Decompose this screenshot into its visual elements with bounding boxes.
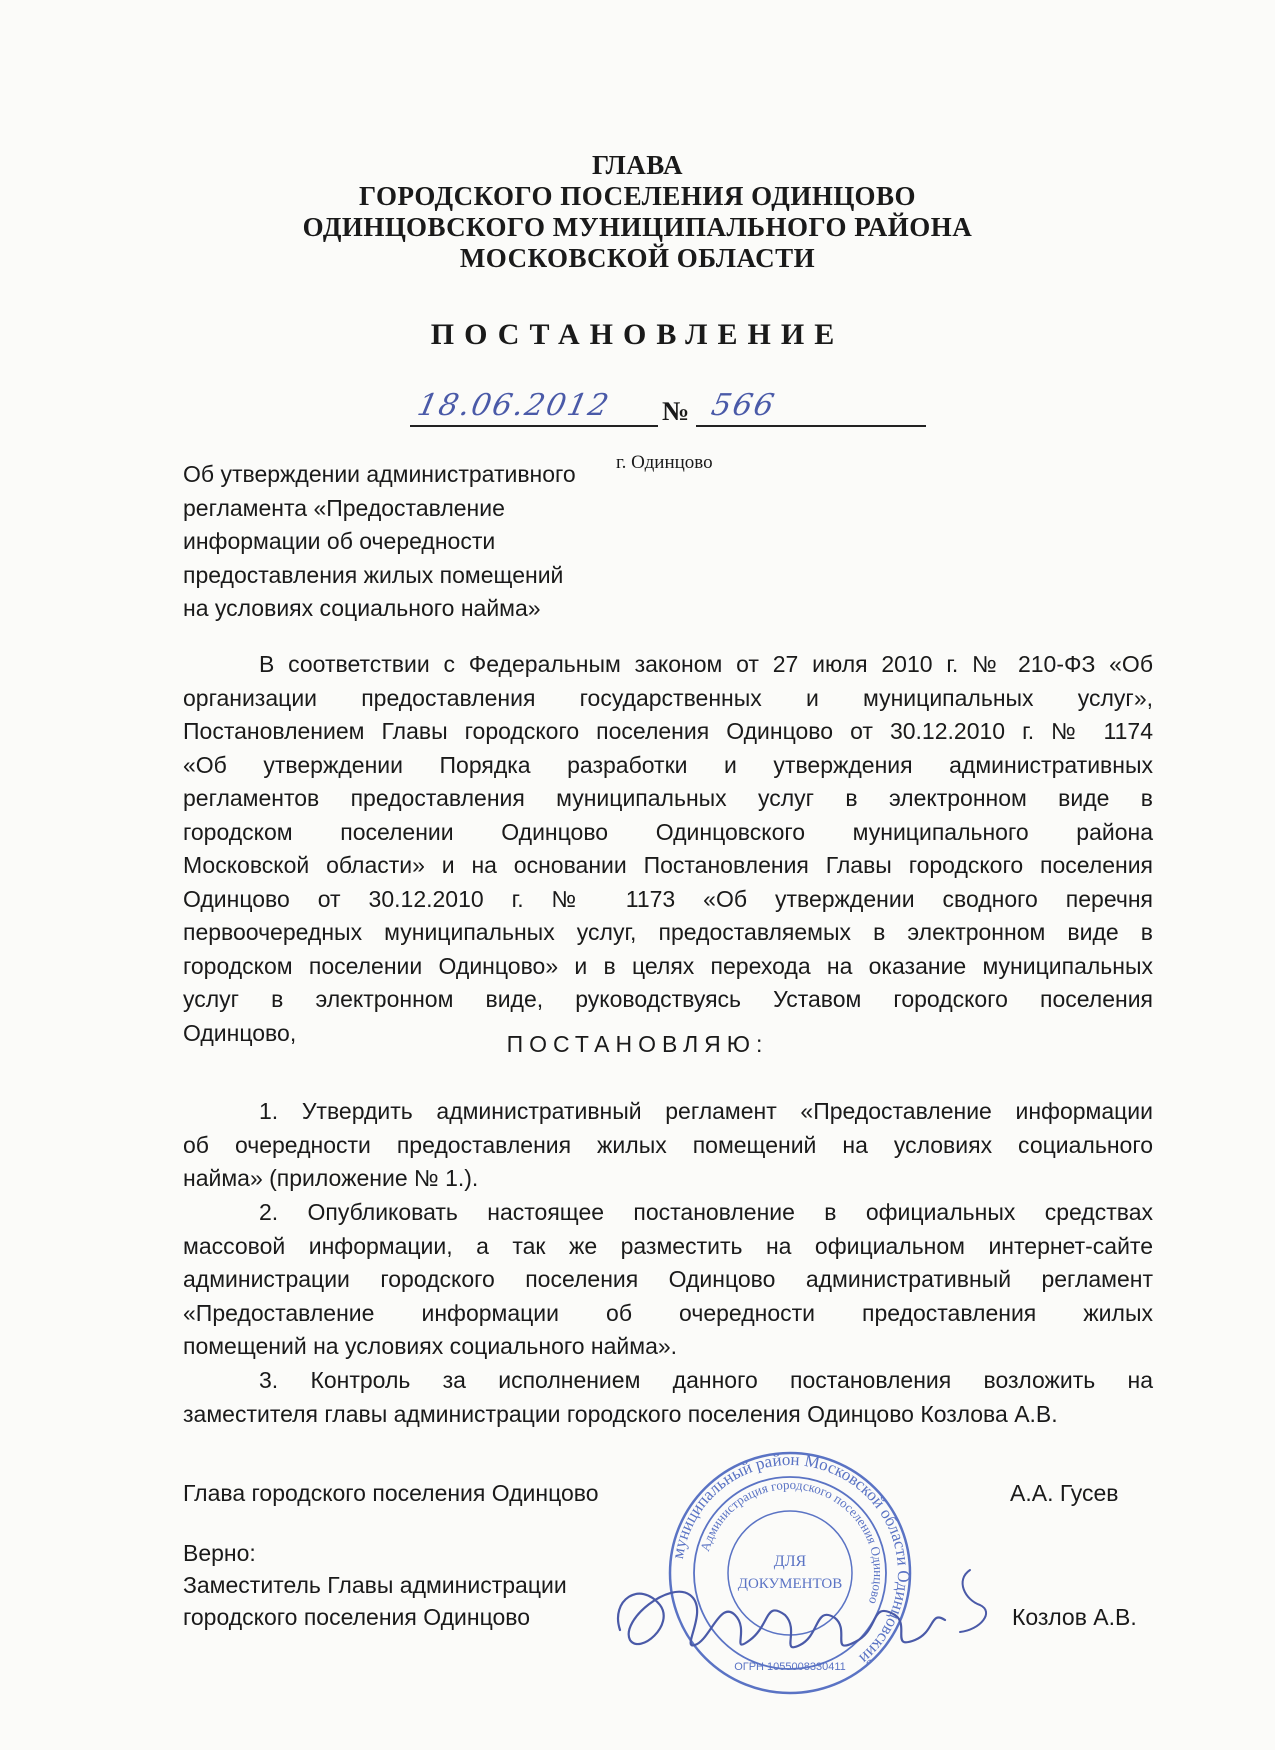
text-line: заместителя главы администрации городского поселения Одинцово Козлова А.В. (183, 1400, 1058, 1427)
deputy-title-line: Заместитель Главы администрации (183, 1572, 567, 1598)
text-line: Московской области» и на основании Постановления Главы городского поселения (183, 852, 1153, 878)
subject-line: на условиях социального найма» (183, 595, 541, 621)
document-type-title: ПОСТАНОВЛЕНИЕ (430, 318, 845, 351)
signature-flourish (960, 1570, 986, 1632)
signature-stroke (618, 1592, 945, 1648)
text-line: «Об утверждении Порядка разработки и утверждения административных (183, 751, 1153, 778)
text-line: Одинцово, (183, 1019, 297, 1046)
subject-line: информации об очередности (183, 528, 496, 554)
stamp-center-line: ДОКУМЕНТОВ (737, 1576, 843, 1592)
text-line: 3. Контроль за исполнением данного постановления возложить на (259, 1367, 1153, 1393)
head-name: А.А. Гусев (1010, 1480, 1119, 1506)
text-line: регламентов предоставления муниципальных услуг в электронном виде в (183, 785, 1153, 811)
subject-line: предоставления жилых помещений (183, 561, 564, 588)
document-subject (183, 458, 576, 626)
text-line: администрации городского поселения Одинцово административный регламент (183, 1266, 1153, 1292)
text-line: «Предоставление информации об очередности предоставления жилых (183, 1299, 1153, 1326)
deputy-name: Козлов А.В. (1012, 1604, 1137, 1630)
text-line: городском поселении Одинцово Одинцовского муниципального района (183, 818, 1153, 845)
text-line: массовой информации, а так же разместить на официальном интернет-сайте (183, 1232, 1153, 1259)
text-line: 2. Опубликовать настоящее постановление в официальных средствах (259, 1199, 1153, 1225)
date-underline (410, 425, 658, 427)
deputy-title-line: городского поселения Одинцово (183, 1604, 531, 1630)
text-line: помещений на условиях социального найма». (183, 1333, 678, 1359)
header-line: ГЛАВА (591, 150, 684, 180)
stamp-outer-text: муниципальный район Московской области Одинцовский (667, 1449, 914, 1669)
text-line: городском поселении Одинцово» и в целях перехода на оказание муниципальных (183, 952, 1153, 979)
text-line: об очередности предоставления жилых помещений на условиях социального (183, 1131, 1153, 1158)
item-2-paragraph (183, 1196, 1153, 1364)
number-underline (696, 425, 926, 427)
stamp-ogrn: ОГРН 1055008330411 (734, 1661, 846, 1673)
text-line: найма» (приложение № 1.). (183, 1165, 479, 1191)
text-line: 1. Утвердить административный регламент «Предоставление информации (259, 1098, 1153, 1124)
handwritten-signature (600, 1560, 1020, 1680)
stamp-center-line: ДЛЯ (773, 1553, 807, 1570)
text-line: В соответствии с Федеральным законом от 27 июля 2010 г. № 210-ФЗ «Об (259, 651, 1153, 677)
date-number-line (410, 390, 930, 430)
subject-line: регламента «Предоставление (183, 494, 505, 521)
document-header (0, 150, 1275, 274)
city-label: г. Одинцово (616, 452, 713, 473)
verno-label: Верно: (183, 1540, 256, 1566)
head-title: Глава городского поселения Одинцово (183, 1480, 599, 1506)
stamp-inner-text: Администрация городского поселения Одинцово (697, 1476, 887, 1607)
resolve-heading: ПОСТАНОВЛЯЮ: (506, 1031, 769, 1057)
header-line: МОСКОВСКОЙ ОБЛАСТИ (459, 243, 816, 273)
text-line: Одинцово от 30.12.2010 г. № 1173 «Об утверждении сводного перечня (183, 885, 1153, 912)
item-3-paragraph (183, 1364, 1153, 1431)
item-1-paragraph (183, 1095, 1153, 1196)
preamble-paragraph (183, 648, 1153, 1050)
text-line: услуг в электронном виде, руководствуясь Уставом городского поселения (183, 986, 1153, 1012)
text-line: организации предоставления государственных и муниципальных услуг», (183, 684, 1153, 711)
subject-line: Об утверждении административного (183, 461, 576, 487)
header-line: ГОРОДСКОГО ПОСЕЛЕНИЯ ОДИНЦОВО (359, 181, 916, 211)
header-line: ОДИНЦОВСКОГО МУНИЦИПАЛЬНОГО РАЙОНА (302, 212, 973, 242)
handwritten-date: 18.06.2012 (414, 388, 614, 423)
text-line: первоочередных муниципальных услуг, предоставляемых в электронном виде в (183, 919, 1153, 945)
number-sign: № (662, 396, 690, 426)
handwritten-number: 566 (708, 388, 779, 423)
text-line: Постановлением Главы городского поселения Одинцово от 30.12.2010 г. № 1174 (183, 718, 1153, 744)
